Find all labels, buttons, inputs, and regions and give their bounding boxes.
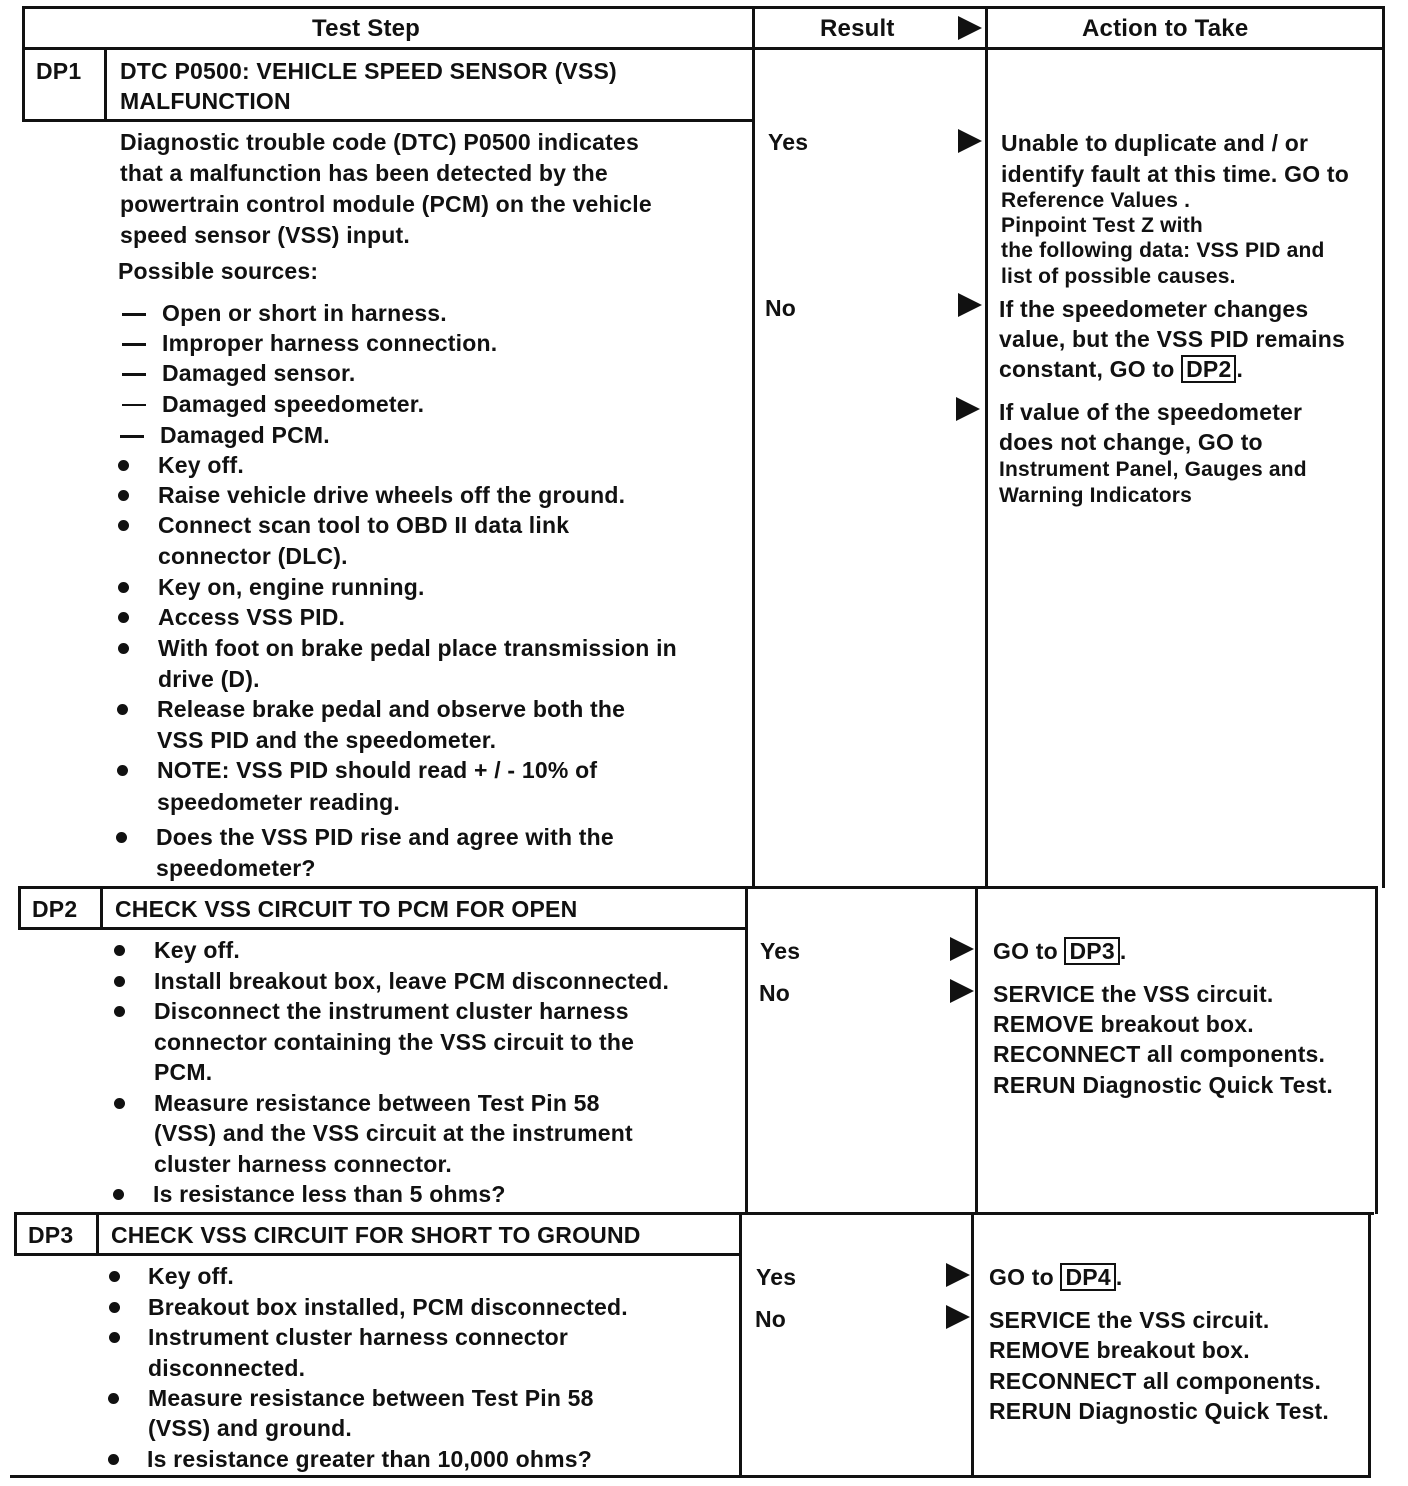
step-title: CHECK VSS CIRCUIT FOR SHORT TO GROUND bbox=[111, 1222, 641, 1248]
step-line: Raise vehicle drive wheels off the ground. bbox=[158, 482, 626, 508]
action-line: RERUN Diagnostic Quick Test. bbox=[989, 1398, 1330, 1424]
bullet-marker bbox=[108, 1454, 119, 1465]
rule bbox=[752, 6, 755, 888]
step-line: Instrument cluster harness connector bbox=[148, 1324, 569, 1350]
bullet-marker bbox=[113, 1189, 124, 1200]
arrow-right-icon bbox=[946, 1263, 970, 1287]
dash-marker bbox=[122, 404, 146, 406]
step-line: Key off. bbox=[158, 452, 244, 478]
rule bbox=[1375, 886, 1378, 1214]
source-item: Improper harness connection. bbox=[162, 330, 498, 356]
step-line: connector containing the VSS circuit to the bbox=[154, 1029, 635, 1055]
bullet-marker bbox=[108, 1393, 119, 1404]
header-result: Result bbox=[820, 15, 895, 42]
step-id: DP1 bbox=[36, 58, 82, 84]
action-line: RECONNECT all components. bbox=[989, 1368, 1322, 1394]
step-line: Measure resistance between Test Pin 58 bbox=[148, 1385, 594, 1411]
result-no: No bbox=[765, 295, 797, 321]
step-line: With foot on brake pedal place transmission in bbox=[158, 635, 677, 661]
rule bbox=[18, 927, 748, 930]
action-reference: Reference Values . bbox=[1001, 189, 1191, 212]
step-link-dp4[interactable]: DP4 bbox=[1060, 1263, 1115, 1291]
rule bbox=[975, 886, 978, 1214]
step-line: (VSS) and ground. bbox=[148, 1415, 352, 1441]
rule bbox=[14, 1253, 742, 1256]
action-line: GO to DP4 . bbox=[989, 1264, 1123, 1290]
rule bbox=[104, 47, 107, 120]
action-reference: Instrument Panel, Gauges and bbox=[999, 458, 1307, 481]
rule bbox=[1368, 1212, 1371, 1478]
step-line: Key off. bbox=[154, 937, 240, 963]
bullet-marker bbox=[114, 1006, 125, 1017]
dash-marker bbox=[122, 343, 146, 346]
action-line: RERUN Diagnostic Quick Test. bbox=[993, 1072, 1334, 1098]
dash-marker bbox=[120, 435, 144, 438]
rule bbox=[971, 1212, 974, 1478]
step-id: DP3 bbox=[28, 1222, 74, 1248]
rule bbox=[14, 1212, 1374, 1215]
action-line: GO to DP3 . bbox=[993, 938, 1127, 964]
action-line: RECONNECT all components. bbox=[993, 1041, 1326, 1067]
source-item: Damaged PCM. bbox=[160, 422, 330, 448]
action-line: identify fault at this time. GO to bbox=[1001, 161, 1349, 187]
rule bbox=[745, 886, 748, 1214]
rule bbox=[18, 886, 1378, 889]
result-yes: Yes bbox=[768, 129, 809, 155]
step-question: Is resistance less than 5 ohms? bbox=[153, 1181, 506, 1207]
arrow-right-icon bbox=[958, 16, 982, 40]
dash-marker bbox=[122, 373, 146, 376]
dash-marker bbox=[122, 313, 146, 316]
step-line: drive (D). bbox=[158, 666, 260, 692]
action-text: constant, GO to bbox=[999, 356, 1175, 382]
step-line: disconnected. bbox=[148, 1355, 306, 1381]
result-no: No bbox=[759, 980, 791, 1006]
step-line: (VSS) and the VSS circuit at the instrument bbox=[154, 1120, 633, 1146]
step-line: connector (DLC). bbox=[158, 543, 348, 569]
action-line: constant, GO to DP2 . bbox=[999, 356, 1244, 382]
step-line: cluster harness connector. bbox=[154, 1151, 452, 1177]
bullet-marker bbox=[118, 612, 129, 623]
bullet-marker bbox=[118, 643, 129, 654]
bullet-marker bbox=[114, 976, 125, 987]
arrow-right-icon bbox=[956, 397, 980, 421]
step-line: Breakout box installed, PCM disconnected. bbox=[148, 1294, 628, 1320]
step-link-dp3[interactable]: DP3 bbox=[1064, 937, 1119, 965]
action-line: REMOVE breakout box. bbox=[993, 1011, 1254, 1037]
rule bbox=[22, 119, 755, 122]
bullet-marker bbox=[116, 832, 127, 843]
step-title: CHECK VSS CIRCUIT TO PCM FOR OPEN bbox=[115, 896, 578, 922]
bullet-marker bbox=[118, 520, 129, 531]
step-question: speedometer? bbox=[156, 855, 316, 881]
rule bbox=[14, 1212, 17, 1255]
header-test-step: Test Step bbox=[312, 15, 421, 42]
action-line: Unable to duplicate and / or bbox=[1001, 130, 1309, 156]
step-line: Release brake pedal and observe both the bbox=[157, 696, 626, 722]
step-line: Key off. bbox=[148, 1263, 234, 1289]
action-reference: the following data: VSS PID and bbox=[1001, 239, 1325, 262]
bullet-marker bbox=[117, 704, 128, 715]
action-reference: list of possible causes. bbox=[1001, 265, 1236, 288]
arrow-right-icon bbox=[958, 129, 982, 153]
rule bbox=[1382, 6, 1385, 888]
rule bbox=[739, 1212, 742, 1478]
rule bbox=[10, 1475, 1371, 1478]
step-line: VSS PID and the speedometer. bbox=[157, 727, 497, 753]
source-item: Damaged sensor. bbox=[162, 360, 356, 386]
source-item: Damaged speedometer. bbox=[162, 391, 425, 417]
step-line: NOTE: VSS PID should read + / - 10% of bbox=[157, 757, 598, 783]
step-question: Does the VSS PID rise and agree with the bbox=[156, 824, 614, 850]
action-line: SERVICE the VSS circuit. bbox=[989, 1307, 1270, 1333]
action-text: GO to bbox=[989, 1264, 1054, 1290]
step-line: Disconnect the instrument cluster harness bbox=[154, 998, 629, 1024]
step-line: Key on, engine running. bbox=[158, 574, 425, 600]
step-line: Install breakout box, leave PCM disconnected. bbox=[154, 968, 670, 994]
action-line: REMOVE breakout box. bbox=[989, 1337, 1250, 1363]
bullet-marker bbox=[118, 460, 129, 471]
action-line: value, but the VSS PID remains bbox=[999, 326, 1345, 352]
description-line: speed sensor (VSS) input. bbox=[120, 222, 410, 248]
action-line: does not change, GO to bbox=[999, 429, 1263, 455]
bullet-marker bbox=[109, 1332, 120, 1343]
step-title: MALFUNCTION bbox=[120, 88, 291, 114]
action-line: If the speedometer changes bbox=[999, 296, 1309, 322]
step-title: DTC P0500: VEHICLE SPEED SENSOR (VSS) bbox=[120, 58, 617, 84]
bullet-marker bbox=[109, 1271, 120, 1282]
step-link-dp2[interactable]: DP2 bbox=[1181, 355, 1236, 383]
result-no: No bbox=[755, 1306, 787, 1332]
result-yes: Yes bbox=[756, 1264, 797, 1290]
step-line: Connect scan tool to OBD II data link bbox=[158, 512, 570, 538]
header-action: Action to Take bbox=[1082, 15, 1249, 42]
rule bbox=[22, 6, 1385, 9]
step-line: Access VSS PID. bbox=[158, 604, 346, 630]
bullet-marker bbox=[114, 1098, 125, 1109]
action-text: GO to bbox=[993, 938, 1058, 964]
rule bbox=[985, 6, 988, 888]
rule bbox=[18, 886, 21, 929]
bullet-marker bbox=[118, 490, 129, 501]
bullet-marker bbox=[117, 765, 128, 776]
arrow-right-icon bbox=[958, 293, 982, 317]
possible-sources-label: Possible sources: bbox=[118, 258, 319, 284]
bullet-marker bbox=[109, 1302, 120, 1313]
result-yes: Yes bbox=[760, 938, 801, 964]
bullet-marker bbox=[118, 582, 129, 593]
step-id: DP2 bbox=[32, 896, 78, 922]
step-line: PCM. bbox=[154, 1059, 213, 1085]
rule bbox=[96, 1212, 99, 1255]
source-item: Open or short in harness. bbox=[162, 300, 447, 326]
description-line: powertrain control module (PCM) on the vehicle bbox=[120, 191, 652, 217]
description-line: Diagnostic trouble code (DTC) P0500 indicates bbox=[120, 129, 639, 155]
bullet-marker bbox=[114, 945, 125, 956]
action-reference: Pinpoint Test Z with bbox=[1001, 214, 1203, 237]
arrow-right-icon bbox=[950, 979, 974, 1003]
action-reference: Warning Indicators bbox=[999, 484, 1192, 507]
step-line: Measure resistance between Test Pin 58 bbox=[154, 1090, 600, 1116]
rule bbox=[100, 886, 103, 929]
action-line: If value of the speedometer bbox=[999, 399, 1303, 425]
arrow-right-icon bbox=[950, 937, 974, 961]
rule bbox=[22, 47, 1385, 50]
arrow-right-icon bbox=[946, 1305, 970, 1329]
action-line: SERVICE the VSS circuit. bbox=[993, 981, 1274, 1007]
rule bbox=[22, 6, 25, 120]
step-line: speedometer reading. bbox=[157, 789, 401, 815]
step-question: Is resistance greater than 10,000 ohms? bbox=[147, 1446, 593, 1472]
description-line: that a malfunction has been detected by the bbox=[120, 160, 608, 186]
